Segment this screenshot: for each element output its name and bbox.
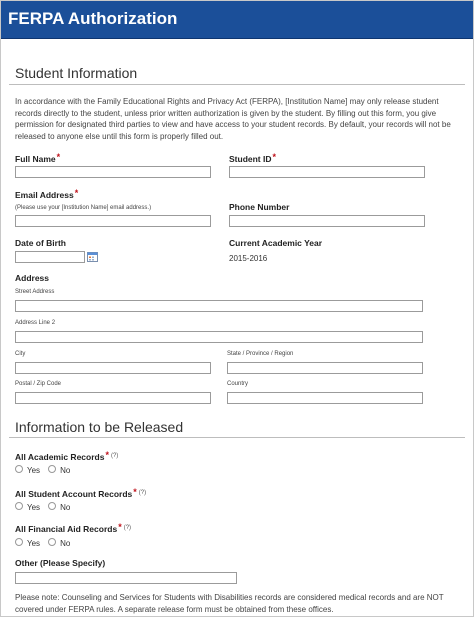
academic-year-value: 2015-2016 [229,254,268,263]
section-divider [9,437,465,438]
academic-yes-option[interactable]: Yes [15,465,40,475]
phone-input[interactable] [229,215,425,227]
address-line2-label: Address Line 2 [15,320,56,326]
required-marker: * [105,450,109,460]
radio-no[interactable] [48,538,56,546]
dob-input[interactable] [15,251,85,263]
section-title-student-info: Student Information [15,65,138,81]
state-label: State / Province / Region [227,351,294,357]
help-icon[interactable]: (?) [110,453,119,459]
required-marker: * [272,152,277,162]
student-id-label: Student ID* [229,152,277,164]
state-input[interactable] [227,362,423,374]
street-address-input[interactable] [15,300,423,312]
zip-label: Postal / Zip Code [15,381,62,387]
radio-yes[interactable] [15,538,23,546]
full-name-input[interactable] [15,166,211,178]
street-address-label: Street Address [15,289,55,295]
financial-no-option[interactable]: No [48,538,70,548]
required-marker: * [74,188,79,198]
phone-label: Phone Number [229,202,290,212]
form-header [1,1,473,39]
other-label: Other (Please Specify) [15,558,106,568]
country-label: Country [227,381,249,387]
academic-records-label: All Academic Records* (?) [15,450,119,462]
required-marker: * [118,522,122,532]
address-line2-input[interactable] [15,331,423,343]
academic-year-label: Current Academic Year [229,238,323,248]
academic-no-option[interactable]: No [48,465,70,475]
radio-no[interactable] [48,502,56,510]
radio-no[interactable] [48,465,56,473]
academic-records-options [15,465,78,475]
student-account-records-label: All Student Account Records* (?) [15,487,147,499]
city-label: City [15,351,26,357]
address-label: Address [15,273,50,283]
student-id-input[interactable] [229,166,425,178]
form-title: FERPA Authorization [8,9,178,28]
help-icon[interactable]: (?) [138,490,147,496]
financial-yes-option[interactable]: Yes [15,538,40,548]
section-divider [9,84,465,85]
radio-yes[interactable] [15,502,23,510]
zip-input[interactable] [15,392,211,404]
email-hint: (Please use your [Institution Name] email address.) [15,205,152,211]
country-input[interactable] [227,392,423,404]
help-icon[interactable]: (?) [123,525,132,531]
financial-aid-options [15,538,78,548]
account-no-option[interactable]: No [48,502,70,512]
student-account-options [15,502,78,512]
account-yes-option[interactable]: Yes [15,502,40,512]
radio-yes[interactable] [15,465,23,473]
dob-label: Date of Birth [15,238,66,248]
email-input[interactable] [15,215,211,227]
intro-text: In accordance with the Family Educational Rights and Privacy Act (FERPA), [Institution Name] may only release student records directly to the student, unless prior written authorization is given by the student. By filling out this form, you give permission for designated third parties to view and have access to your student records. By default, your records will not be released to anyone else until this form is properly filled out. [15,97,451,141]
full-name-label: Full Name* [15,152,61,164]
section-title-release-info: Information to be Released [15,419,184,435]
disclaimer-note: Please note: Counseling and Services for Students with Disabilities records are considered medical records and are NOT covered under FERPA rules. A separate release form must be obtained from these offices. [15,593,444,614]
required-marker: * [56,152,61,162]
email-label: Email Address* [15,188,79,200]
other-input[interactable] [15,572,237,584]
financial-aid-records-label: All Financial Aid Records* (?) [15,522,132,534]
city-input[interactable] [15,362,211,374]
required-marker: * [133,487,137,497]
calendar-icon[interactable] [87,251,98,262]
